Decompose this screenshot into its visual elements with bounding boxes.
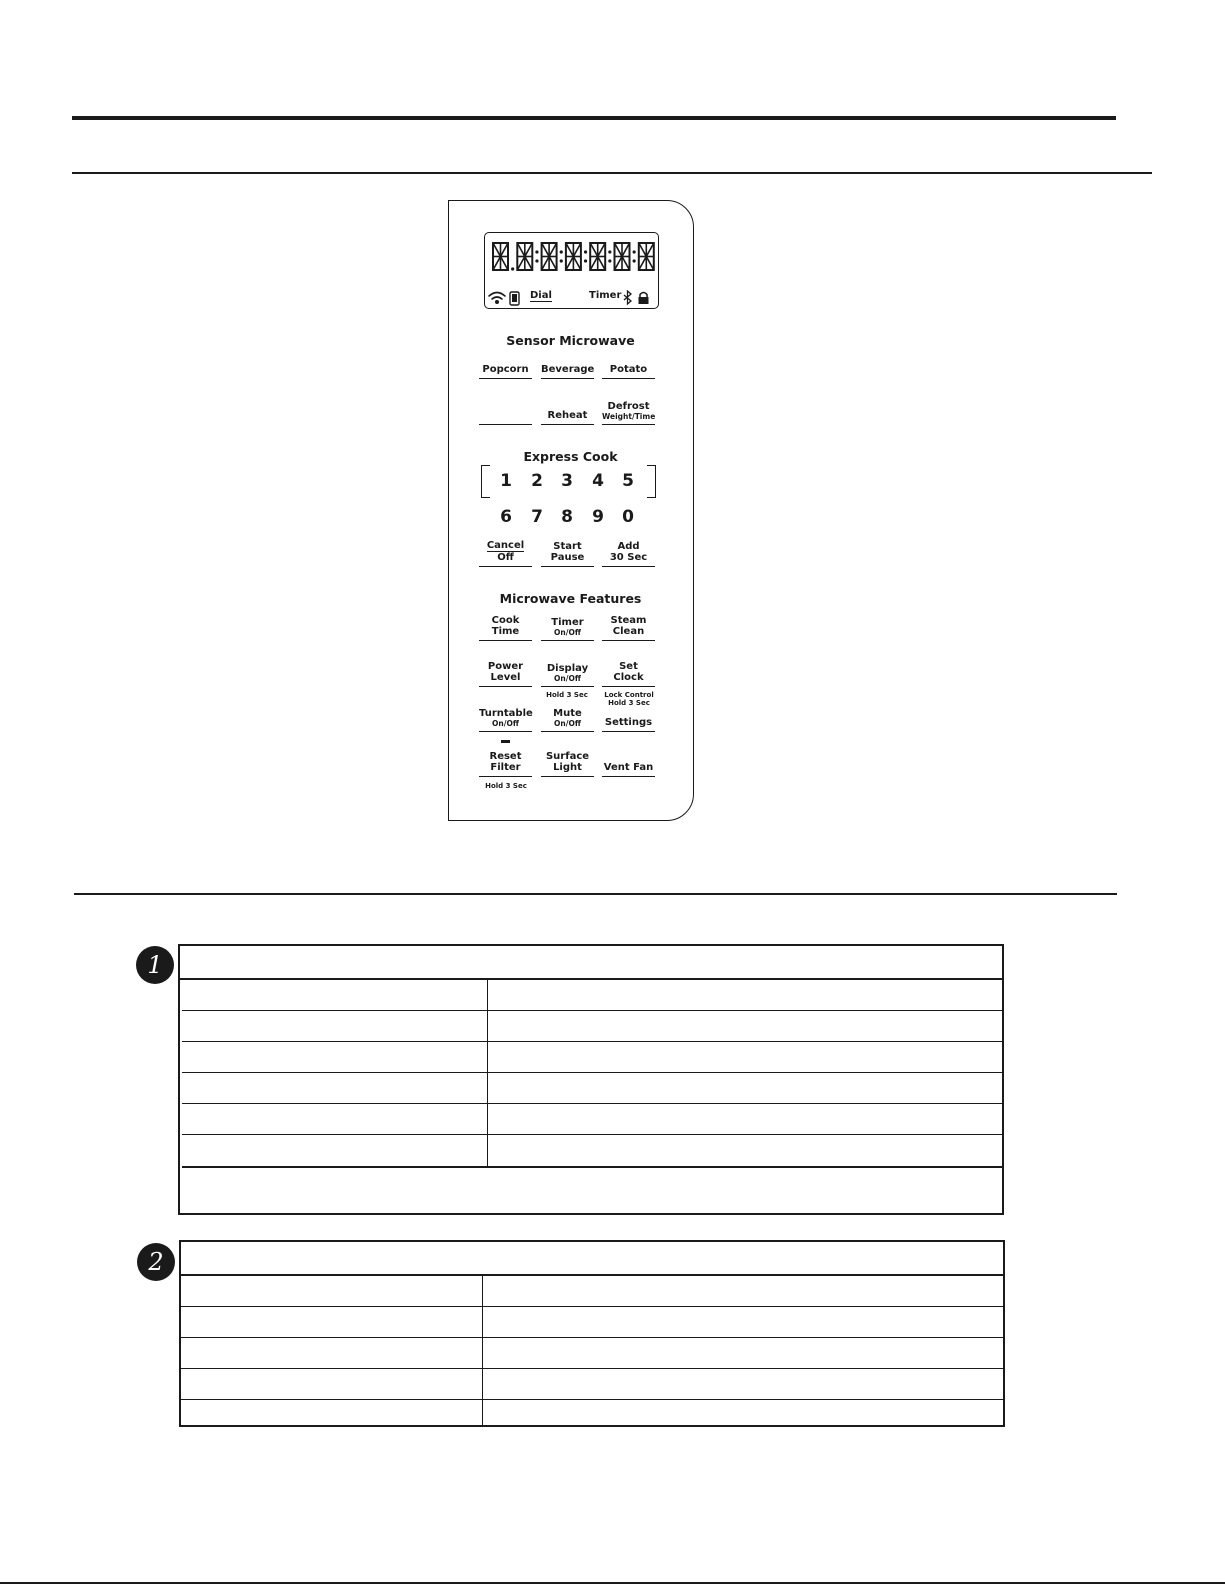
filter-indicator [501, 740, 510, 743]
table-row [182, 1135, 1004, 1166]
table-row [182, 1073, 1004, 1104]
start-label: Start [553, 541, 582, 552]
table-1-header [180, 946, 1002, 980]
digit-4-key[interactable]: 4 [592, 471, 604, 491]
bluetooth-icon [624, 291, 631, 304]
table-row [182, 1011, 1004, 1042]
cancel-label: Cancel [486, 540, 525, 551]
lcd-digit [566, 243, 581, 270]
defrost-label: Defrost [607, 401, 650, 412]
clean-label: Clean [612, 626, 645, 637]
settings-label: Settings [604, 717, 653, 728]
surface-light-key[interactable] [541, 746, 594, 777]
express-cook-title: Express Cook [523, 449, 618, 464]
reheat-key[interactable] [541, 397, 594, 425]
turntable-onoff-key[interactable] [479, 701, 532, 732]
table-row [182, 1042, 1004, 1073]
lcd-digit [639, 243, 654, 270]
lcd-segments [485, 233, 657, 307]
digit-3-key[interactable]: 3 [561, 471, 573, 491]
lcd-digit [493, 243, 508, 270]
section-rule [74, 893, 1117, 895]
display-label: Display [546, 663, 589, 674]
step-2-badge: 2 [137, 1243, 175, 1281]
reheat-label: Reheat [547, 410, 588, 421]
express-bracket-left [481, 465, 490, 498]
potato-label: Potato [609, 364, 648, 375]
express-bracket-right [647, 465, 656, 498]
table-row [181, 1307, 1003, 1338]
lcd-digit [615, 243, 630, 270]
30-sec-label: 30 Sec [609, 552, 648, 563]
off-label: Off [497, 552, 514, 563]
digit-2-key[interactable]: 2 [531, 471, 543, 491]
turntable-label: Turntable [479, 708, 533, 719]
cook-label: Cook [491, 615, 520, 626]
beverage-key[interactable] [541, 351, 594, 379]
mute-onoff-key[interactable] [541, 701, 594, 732]
time-label: Time [491, 626, 520, 637]
phone-icon [510, 292, 519, 305]
reset-hold-note: Hold 3 Sec [485, 782, 527, 790]
power-label: Power [487, 661, 524, 672]
settings-key[interactable] [602, 707, 655, 732]
potato-key[interactable] [602, 351, 655, 379]
microwave-features-title: Microwave Features [499, 591, 642, 606]
lcd-colon [535, 250, 538, 262]
digit-6-key[interactable]: 6 [500, 507, 512, 527]
table-row [181, 1400, 1003, 1425]
dial-label: Dial [530, 290, 552, 301]
timer-onoff-sublabel: On/Off [554, 628, 581, 637]
level-label: Level [490, 672, 521, 683]
popcorn-label: Popcorn [482, 364, 529, 375]
clock-hold-note: Hold 3 Sec [608, 699, 650, 707]
lcd-colon [560, 250, 563, 262]
table-2-header [181, 1242, 1003, 1276]
start-pause-key[interactable] [541, 537, 594, 567]
lcd-decimal [511, 267, 514, 270]
digit-9-key[interactable]: 9 [592, 507, 604, 527]
display-hold-note: Hold 3 Sec [546, 691, 588, 699]
digit-5-key[interactable]: 5 [622, 471, 634, 491]
vent-fan-key[interactable] [602, 752, 655, 777]
table-1-footer [180, 1168, 1002, 1213]
digit-8-key[interactable]: 8 [561, 507, 573, 527]
wifi-icon [489, 293, 505, 304]
table-row [181, 1276, 1003, 1307]
cook-time-key[interactable] [479, 611, 532, 641]
lcd-digit [590, 243, 605, 270]
mute-label: Mute [553, 708, 582, 719]
beverage-label: Beverage [541, 364, 595, 375]
reset-filter-key[interactable] [479, 746, 532, 777]
mute-onoff-sublabel: On/Off [554, 719, 581, 728]
timer-onoff-key[interactable] [541, 611, 594, 641]
set-clock-key[interactable] [602, 657, 655, 687]
surface-label: Surface [545, 751, 590, 762]
header-rule-thick [72, 116, 1116, 120]
turntable-onoff-sublabel: On/Off [492, 719, 519, 728]
digit-1-key[interactable]: 1 [500, 471, 512, 491]
cancel-off-key[interactable] [479, 537, 532, 567]
step-1-badge: 1 [136, 946, 174, 984]
power-level-key[interactable] [479, 657, 532, 687]
steam-label: Steam [610, 615, 647, 626]
defrost-key[interactable] [602, 397, 655, 425]
sensor-microwave-title: Sensor Microwave [506, 333, 635, 348]
light-label: Light [553, 762, 582, 773]
blank-key[interactable] [479, 397, 532, 425]
lock-control-note: Lock Control [604, 691, 654, 699]
reset-label: Reset [489, 751, 522, 762]
lcd-digit [542, 243, 557, 270]
header-rule-thin [72, 172, 1152, 174]
table-2 [179, 1240, 1005, 1427]
footer-rule [0, 1582, 1225, 1584]
lcd-colon [633, 250, 636, 262]
lcd-colon [608, 250, 611, 262]
display-onoff-sublabel: On/Off [554, 674, 581, 683]
lcd-colon [584, 250, 587, 262]
lcd-digit [517, 243, 532, 270]
popcorn-key[interactable] [479, 351, 532, 379]
table-1 [178, 944, 1004, 1215]
set-label: Set [619, 661, 638, 672]
add-label: Add [617, 541, 640, 552]
pause-label: Pause [550, 552, 585, 563]
timer-label: Timer [589, 290, 622, 301]
steam-clean-key[interactable] [602, 611, 655, 641]
defrost-sublabel: Weight/Time [602, 412, 656, 421]
add-30-sec-key[interactable] [602, 537, 655, 567]
digit-7-key[interactable]: 7 [531, 507, 543, 527]
filter-label: Filter [490, 762, 521, 773]
table-row [182, 980, 1004, 1011]
control-panel [448, 200, 694, 821]
lock-icon [639, 293, 649, 305]
table-row [181, 1369, 1003, 1400]
timer-key-label: Timer [551, 617, 584, 628]
table-row [182, 1104, 1004, 1135]
table-1-body [182, 980, 1004, 1168]
display-onoff-key[interactable] [541, 657, 594, 687]
lcd-display [484, 232, 659, 309]
table-row [181, 1338, 1003, 1369]
digit-0-key[interactable]: 0 [622, 507, 634, 527]
vent-fan-label: Vent Fan [603, 762, 654, 773]
clock-label: Clock [613, 672, 644, 683]
